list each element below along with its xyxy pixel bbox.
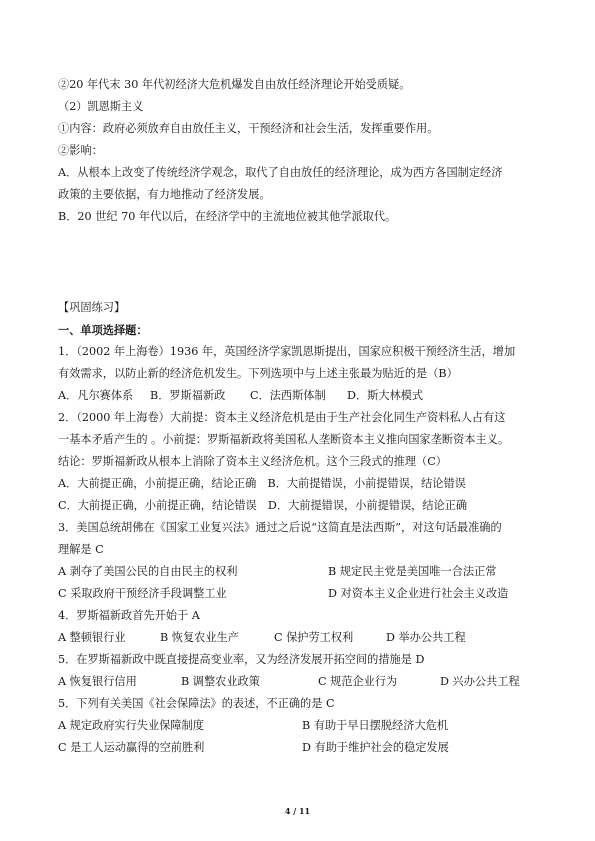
text-line: ①内容：政府必须放弃自由放任主义，干预经济和社会生活，发挥重要作用。	[58, 122, 439, 135]
q1-option: D．斯大林模式	[347, 389, 424, 402]
practice-header: 【巩固练习】	[58, 301, 126, 314]
question-2-line: A．大前提正确，小前提正确，结论正确 B．大前提错误，小前提错误，结论错误	[58, 477, 466, 490]
q3-option: D 对资本主义企业进行社会主义改造	[328, 587, 509, 600]
subsection-heading: （2）凯恩斯主义	[58, 100, 144, 113]
text-line: ②影响：	[58, 144, 103, 157]
q4-option: B 恢复农业生产	[160, 631, 239, 644]
q3-option: C 采取政府干预经济手段调整工业	[58, 587, 227, 600]
q5b-option: A 规定政府实行失业保障制度	[58, 719, 204, 732]
q5b-option: C 是工人运动赢得的空前胜利	[58, 741, 205, 754]
question-2-line: 一基本矛盾产生的 。小前提：罗斯福新政将美国私人垄断资本主义推向国家垄断资本主义。	[58, 433, 510, 446]
q3-option: B 规定民主党是美国唯一合法正常	[328, 565, 497, 578]
q5a-option: D 兴办公共工程	[440, 675, 520, 688]
section-title: 一、单项选择题：	[58, 323, 148, 337]
question-1-line: 有效需求，以防止新的经济危机发生。下列选项中与上述主张最为贴近的是（B）	[58, 367, 458, 380]
page-number: 4 / 11	[284, 806, 311, 816]
question-3-line: 理解是 C	[58, 543, 104, 556]
text-line: ②20 年代末 30 年代初经济大危机爆发自由放任经济理论开始受质疑。	[58, 78, 411, 91]
q1-option: A．凡尔赛体系	[58, 389, 134, 402]
question-4-line: 4．罗斯福新政首先开始于 A	[58, 609, 200, 622]
q3-option: A 剥夺了美国公民的自由民主的权利	[58, 565, 238, 578]
q1-option: C．法西斯体制	[250, 389, 326, 402]
q5b-option: B 有助于早日摆脱经济大危机	[302, 719, 449, 732]
question-1-line: 1．（2002 年上海卷）1936 年，英国经济学家凯恩斯提出，国家应积极干预经济生活，增加	[58, 345, 516, 358]
q5a-option: C 规范企业行为	[318, 675, 398, 688]
q4-option: C 保护劳工权利	[274, 631, 354, 644]
q5a-option: A 恢复银行信用	[58, 675, 137, 688]
question-2-line: 2．（2000 年上海卷）大前提：资本主义经济危机是由于生产社会化同生产资料私人占有这	[58, 411, 506, 424]
question-5b-line: 5．下列有关美国《社会保障法》的表述，不正确的是 C	[58, 697, 335, 710]
question-5a-line: 5．在罗斯福新政中既直接提高变业率，又为经济发展开拓空间的措施是 D	[58, 653, 425, 666]
text-line: B．20 世纪 70 年代以后，在经济学中的主流地位被其他学派取代。	[58, 210, 397, 223]
q5a-option: B 调整农业政策	[181, 675, 260, 688]
q1-option: B．罗斯福新政	[150, 389, 226, 402]
question-3-line: 3．美国总统胡佛在《国家工业复兴法》通过之后说“这简直是法西斯”，对这句话最准确的	[58, 521, 502, 534]
question-2-line: C．大前提正确，小前提正确，结论错误 D．大前提错误，小前提错误，结论正确	[58, 499, 468, 512]
q5b-option: D 有助于维护社会的稳定发展	[302, 741, 449, 754]
text-line: 政策的主要依据，有力地推动了经济发展。	[58, 188, 271, 201]
text-line: A．从根本上改变了传统经济学观念，取代了自由放任的经济理论，成为西方各国制定经济	[58, 166, 503, 179]
q4-option: D 举办公共工程	[386, 631, 466, 644]
q4-option: A 整顿银行业	[58, 631, 126, 644]
question-2-line: 结论：罗斯福新政从根本上消除了资本主义经济危机。这个三段式的推理（C）	[58, 455, 447, 468]
